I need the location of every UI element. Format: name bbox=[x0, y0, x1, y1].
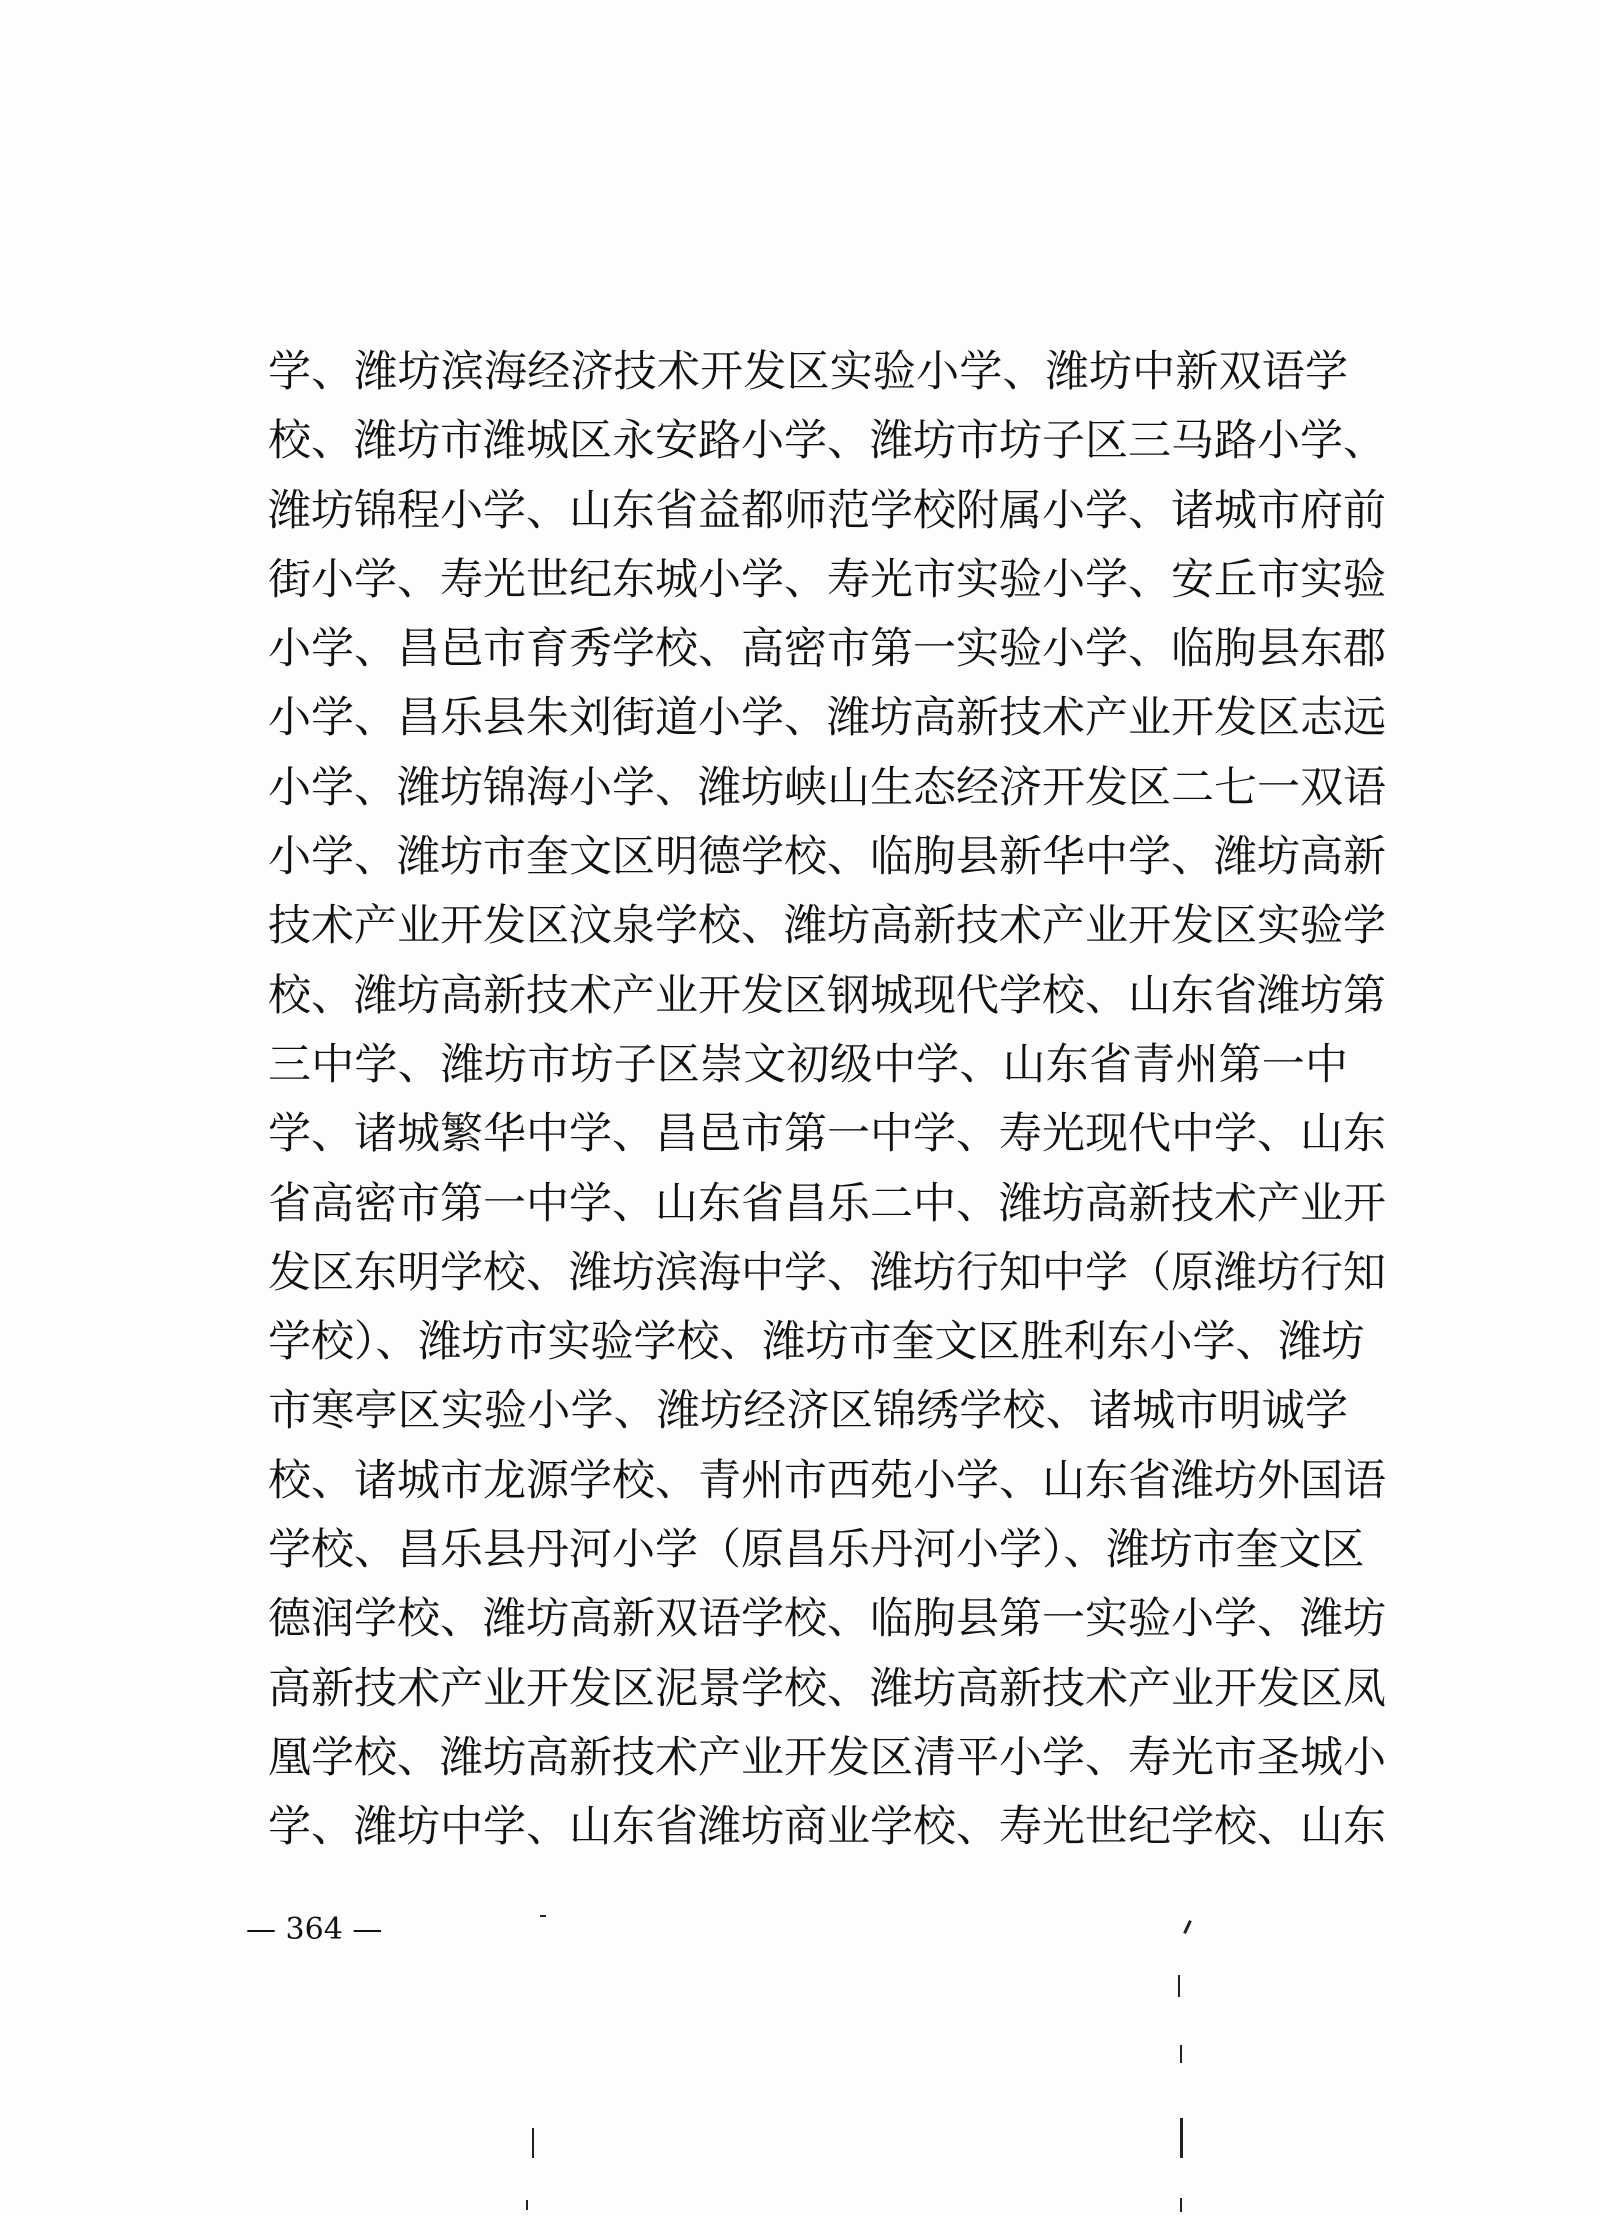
text-line-5: 小学、昌邑市育秀学校、高密市第一实验小学、临朐县东郡 bbox=[268, 624, 1386, 675]
body-text bbox=[268, 338, 1386, 1863]
text-line-21: 凰学校、潍坊高新技术产业开发区清平小学、寿光市圣城小 bbox=[268, 1732, 1386, 1783]
text-line-20: 高新技术产业开发区泥景学校、潍坊高新技术产业开发区凤 bbox=[268, 1663, 1386, 1714]
text-line-4: 街小学、寿光世纪东城小学、寿光市实验小学、安丘市实验 bbox=[268, 554, 1386, 605]
text-line-7: 小学、潍坊锦海小学、潍坊峡山生态经济开发区二七一双语 bbox=[268, 762, 1386, 813]
text-line-14: 发区东明学校、潍坊滨海中学、潍坊行知中学（原潍坊行知 bbox=[268, 1247, 1386, 1298]
text-line-10: 校、潍坊高新技术产业开发区钢城现代学校、山东省潍坊第 bbox=[268, 970, 1386, 1021]
text-line-19: 德润学校、潍坊高新双语学校、临朐县第一实验小学、潍坊 bbox=[268, 1594, 1386, 1645]
scan-artifact-mark bbox=[540, 1915, 546, 1917]
text-line-18: 学校、昌乐县丹河小学（原昌乐丹河小学）、潍坊市奎文区 bbox=[268, 1525, 1365, 1576]
text-line-11: 三中学、潍坊市坊子区崇文初级中学、山东省青州第一中 bbox=[268, 1039, 1348, 1090]
text-line-15: 学校）、潍坊市实验学校、潍坊市奎文区胜利东小学、潍坊 bbox=[268, 1317, 1365, 1368]
scan-artifact-mark bbox=[526, 2200, 528, 2210]
text-line-8: 小学、潍坊市奎文区明德学校、临朐县新华中学、潍坊高新 bbox=[268, 832, 1386, 883]
text-line-13: 省高密市第一中学、山东省昌乐二中、潍坊高新技术产业开 bbox=[268, 1178, 1386, 1229]
scan-artifact-mark bbox=[1178, 1975, 1180, 1997]
text-line-17: 校、诸城市龙源学校、青州市西苑小学、山东省潍坊外国语 bbox=[268, 1455, 1386, 1506]
text-line-1: 学、潍坊滨海经济技术开发区实验小学、潍坊中新双语学 bbox=[268, 347, 1348, 397]
text-line-16: 市寒亭区实验小学、潍坊经济区锦绣学校、诸城市明诚学 bbox=[268, 1386, 1348, 1437]
text-line-3: 潍坊锦程小学、山东省益都师范学校附属小学、诸城市府前 bbox=[268, 485, 1386, 536]
text-line-12: 学、诸城繁华中学、昌邑市第一中学、寿光现代中学、山东 bbox=[268, 1109, 1386, 1160]
scan-artifact-mark bbox=[1183, 1920, 1192, 1934]
text-line-9: 技术产业开发区汶泉学校、潍坊高新技术产业开发区实验学 bbox=[268, 901, 1386, 952]
scan-artifact-mark bbox=[1180, 2045, 1182, 2063]
text-line-22: 学、潍坊中学、山东省潍坊商业学校、寿光世纪学校、山东 bbox=[268, 1802, 1386, 1853]
scan-artifact-mark bbox=[532, 2128, 534, 2158]
text-line-6: 小学、昌乐县朱刘街道小学、潍坊高新技术产业开发区志远 bbox=[268, 693, 1386, 744]
scan-artifact-mark bbox=[1180, 2198, 1182, 2212]
page-number: — 364 — bbox=[246, 1912, 383, 1947]
text-line-2: 校、潍坊市潍城区永安路小学、潍坊市坊子区三马路小学、 bbox=[268, 416, 1386, 467]
scan-artifact-mark bbox=[1180, 2118, 1183, 2158]
